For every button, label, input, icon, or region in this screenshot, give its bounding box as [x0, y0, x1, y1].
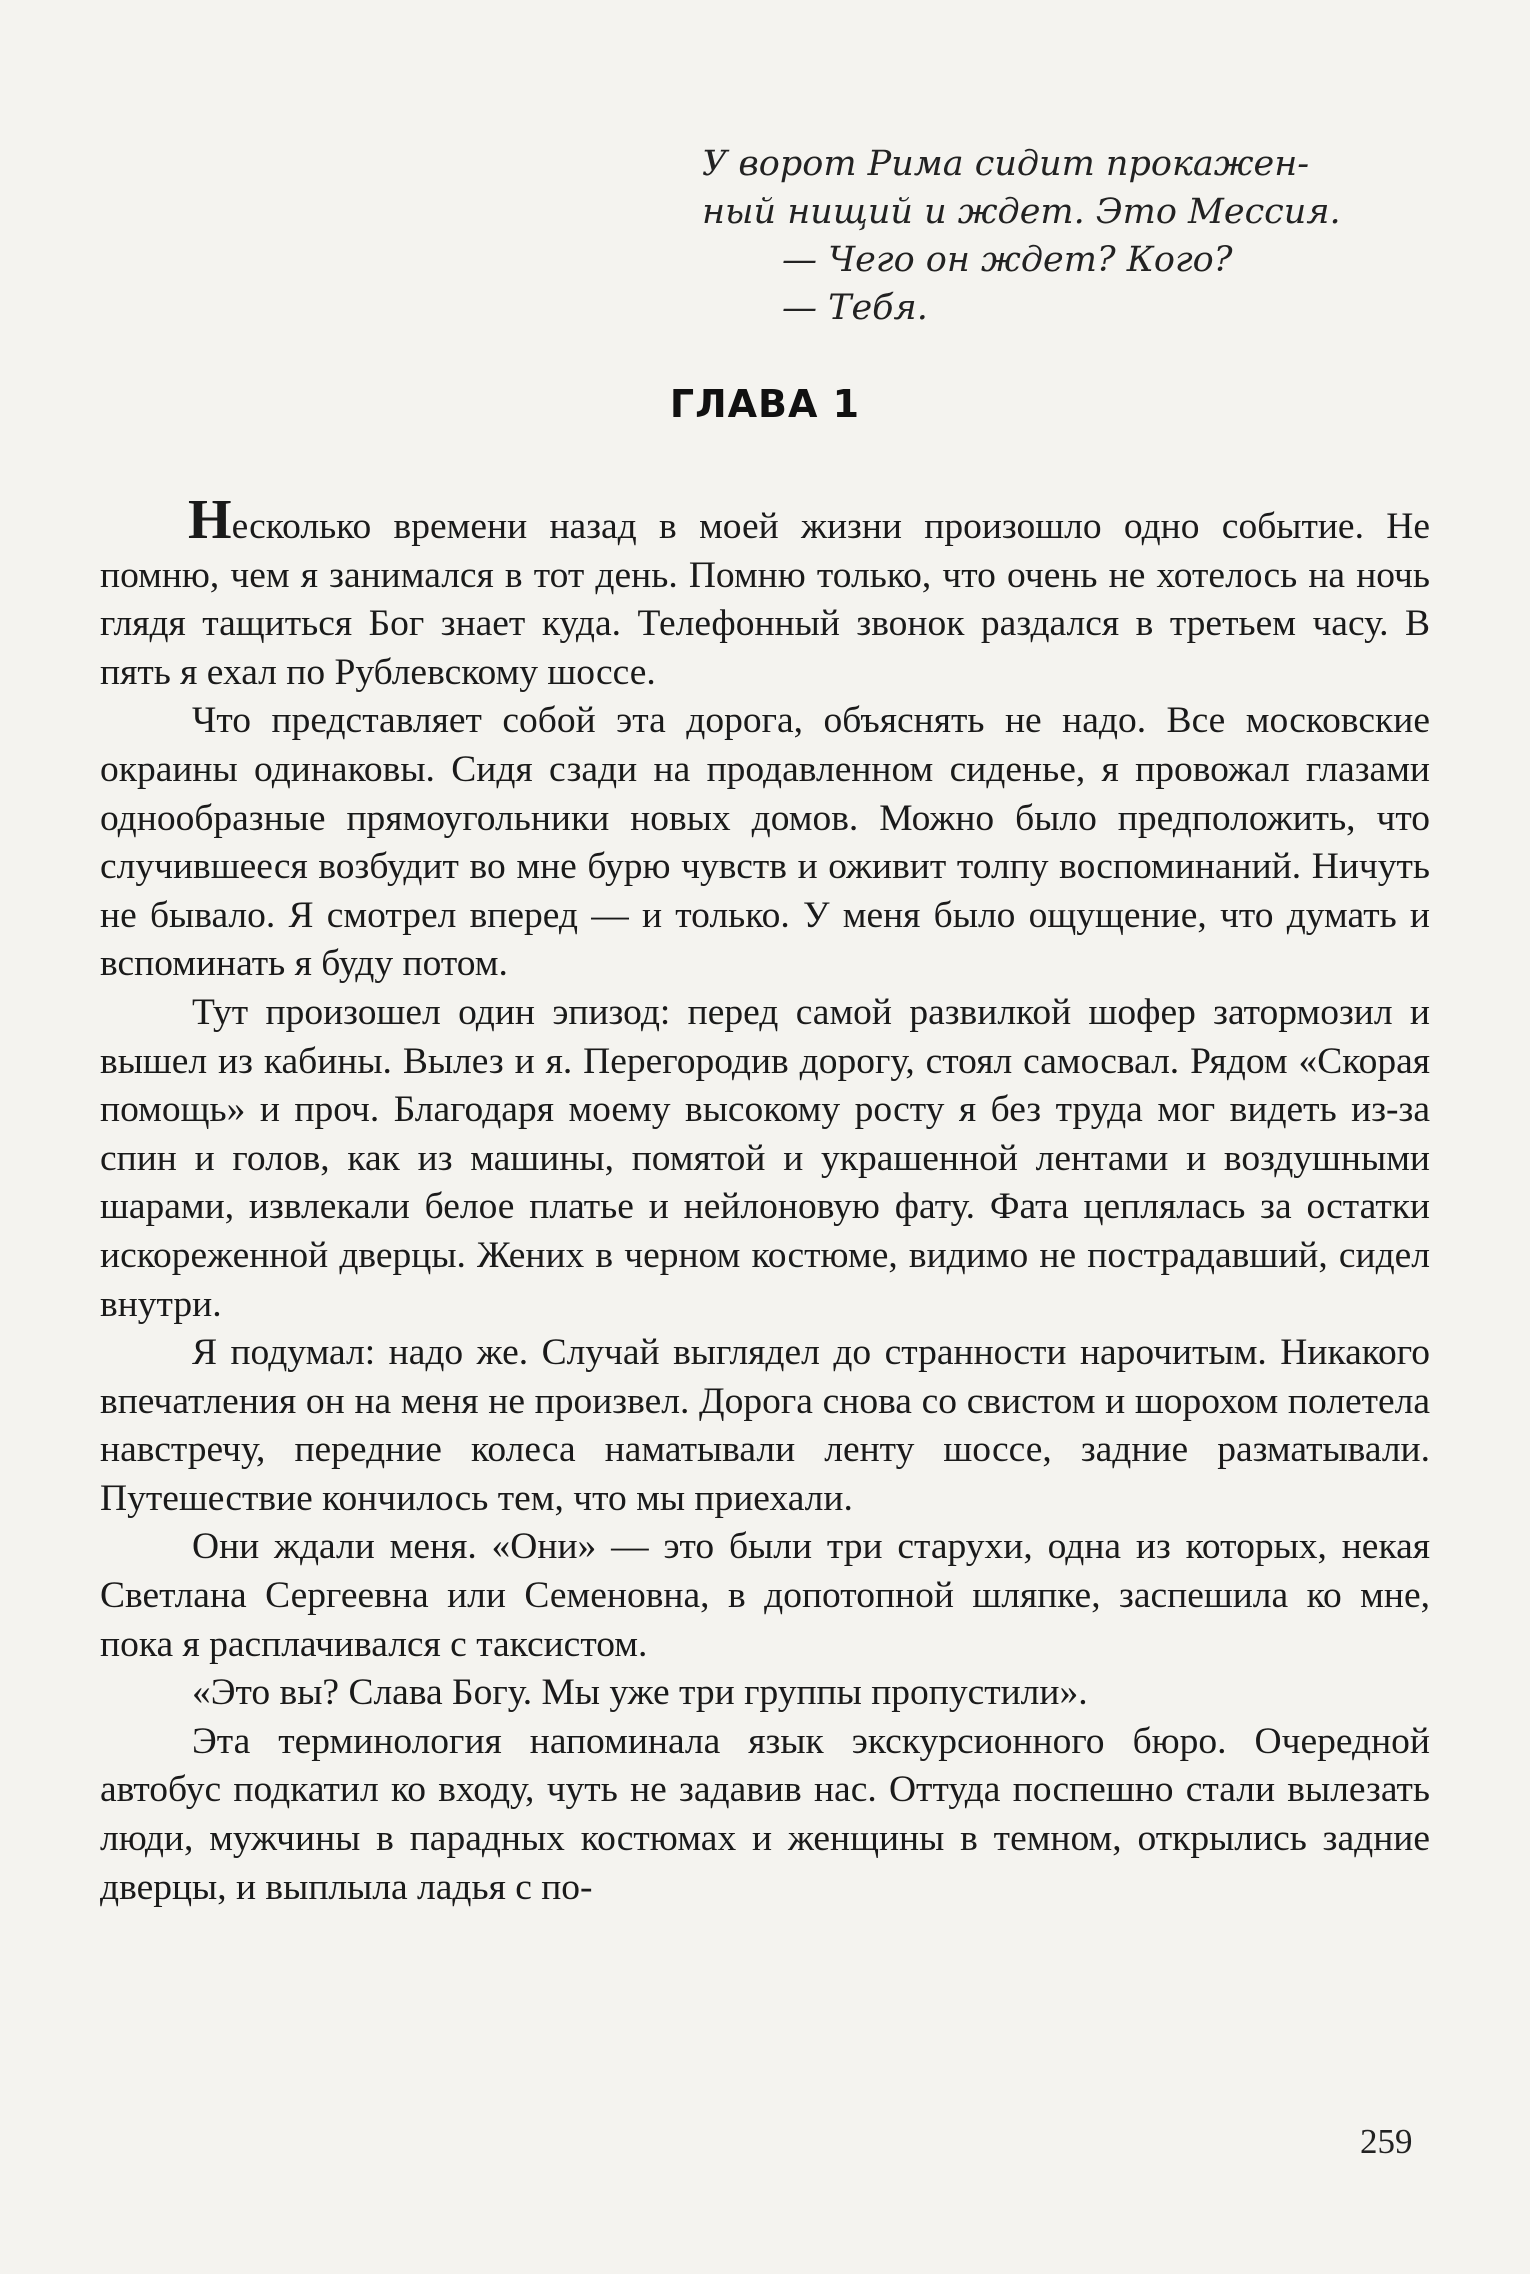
chapter-body — [100, 489, 1430, 1912]
epigraph-line-4: — Тебя. — [782, 288, 928, 328]
paragraph-2: Что представляет собой эта дорога, объяснять не надо. Все московские окраины одинаковы. Сидя сзади на продавленном сиденье, я провожал глазами однообразные прямоугольники новых домов. Можно было предположить, что случившееся возбудит во мне бурю чувств и оживит толпу воспоминаний. Ничуть не бывало. Я смотрел вперед — и только. У меня было ощущение, что думать и вспоминать я буду потом. — [100, 700, 1430, 985]
paragraph-7: Эта терминология напоминала язык экскурсионного бюро. Очередной автобус подкатил ко входу, чуть не задавив нас. Оттуда поспешно стали вылезать люди, мужчины в парадных костюмах и женщины в темном, открылись задние дверцы, и выплыла ладья с по- — [100, 1720, 1430, 1908]
paragraph-1 — [100, 489, 1430, 697]
epigraph-line-1: У ворот Рима сидит прокажен- — [702, 144, 1310, 184]
page-number: 259 — [1360, 2122, 1413, 2161]
epigraph-line-2: ный нищий и ждет. Это Мессия. — [702, 192, 1341, 232]
chapter-title: ГЛАВА 1 — [669, 382, 861, 426]
paragraph-4: Я подумал: надо же. Случай выглядел до странности нарочитым. Никакого впечатления он на меня не произвел. Дорога снова со свистом и шорохом полетела навстречу, передние колеса наматывали ленту шоссе, задние разматывали. Путешествие кончилось тем, что мы приехали. — [100, 1332, 1430, 1519]
paragraph-3: Тут произошел один эпизод: перед самой развилкой шофер затормозил и вышел из кабины. Вылез и я. Перегородив дорогу, стоял самосвал. Рядом «Скорая помощь» и проч. Благодаря моему высокому росту я без труда мог видеть из-за спин и голов, как из машины, помятой и украшенной лентами и воздушными шарами, извлекали белое платье и нейлоновую фату. Фата цеплялась за остатки искореженной дверцы. Жених в черном костюме, видимо не пострадавший, сидел внутри. — [100, 991, 1430, 1325]
paragraph-6: «Это вы? Слава Богу. Мы уже три группы пропустили». — [192, 1672, 1088, 1714]
epigraph — [702, 140, 1442, 332]
epigraph-line-3: — Чего он ждет? Кого? — [782, 240, 1233, 280]
paragraph-5: Они ждали меня. «Они» — это были три старухи, одна из которых, некая Светлана Сергеевна или Семеновна, в допотопной шляпке, заспешила ко мне, пока я расплачивался с таксистом. — [100, 1526, 1430, 1665]
drop-cap: Н — [188, 489, 232, 551]
paragraph-1-text: есколько времени назад в моей жизни произошло одно событие. Не помню, чем я занимался в тот день. Помню только, что очень не хотелось на ночь глядя тащиться Бог знает куда. Телефонный звонок раздался в третьем часу. В пять я ехал по Рублевскому шоссе. — [100, 506, 1430, 693]
